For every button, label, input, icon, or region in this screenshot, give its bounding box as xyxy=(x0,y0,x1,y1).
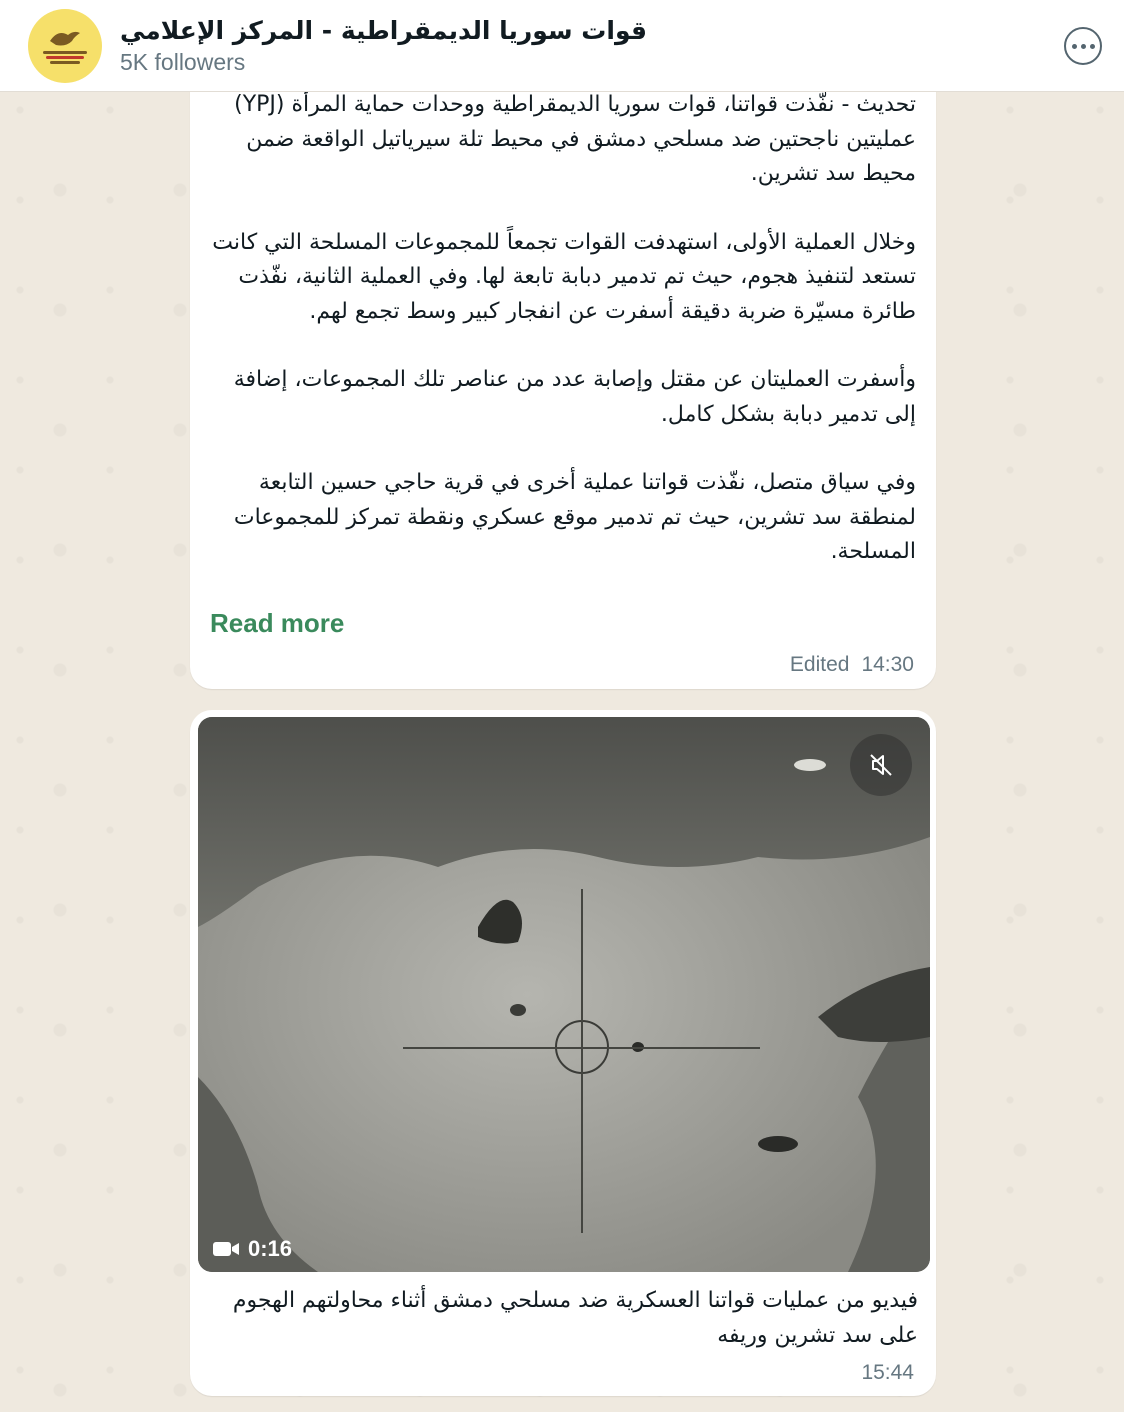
video-duration-label: 0:16 xyxy=(248,1236,293,1261)
message-paragraph: وأسفرت العمليتان عن مقتل وإصابة عدد من عناصر تلك المجموعات، إضافة إلى تدمير دبابة بشكل كامل. xyxy=(233,367,916,427)
message-meta xyxy=(790,653,914,677)
video-camera-icon xyxy=(212,1240,240,1258)
read-more-link[interactable]: Read more xyxy=(210,608,345,638)
follower-count: 5K followers xyxy=(120,49,246,75)
edited-label: Edited xyxy=(789,653,850,676)
message-paragraph: تحديث - نفّذت قواتنا، قوات سوريا الديمقراطية ووحدات حماية المرأة (YPJ) عمليتين ناجحتين ضد مسلحي دمشق في محيط تلة سيرياتيل الواقعة ضمن محيط سد تشرين. xyxy=(234,92,916,186)
sdf-logo-icon xyxy=(48,27,82,49)
message-bubble-text xyxy=(190,0,936,689)
video-caption: فيديو من عمليات قواتنا العسكرية ضد مسلحي دمشق أثناء محاولتهم الهجوم على سد تشرين وريفه xyxy=(232,1288,918,1348)
message-paragraph: وخلال العملية الأولى، استهدفت القوات تجمعاً للمجموعات المسلحة التي كانت تستعد لتنفيذ هجوم، حيث تم تدمير دبابة تابعة لها. وفي العملية الثانية، نفّذت طائرة مسيّرة ضربة دقيقة أسفرت عن انفجار كبير وسط تجمع لهم. xyxy=(212,229,916,324)
message-time: 15:44 xyxy=(861,1361,914,1384)
message-paragraph: وفي سياق متصل، نفّذت قواتنا عملية أخرى في قرية حاجي حسين التابعة لمنطقة سد تشرين، حيث تم تدمير موقع عسكري ونقطة تمركز للمجموعات المسلحة. xyxy=(233,470,916,564)
message-text xyxy=(210,88,916,570)
channel-header xyxy=(0,0,1124,92)
message-meta xyxy=(861,1361,914,1385)
message-time: 14:30 xyxy=(861,653,914,676)
channel-name[interactable]: قوات سوريا الديمقراطية - المركز الإعلامي xyxy=(120,16,648,45)
video-duration xyxy=(212,1236,292,1262)
channel-avatar[interactable] xyxy=(28,9,102,83)
muted-speaker-icon[interactable] xyxy=(850,734,912,796)
video-thumbnail xyxy=(198,717,930,1272)
more-options-icon[interactable] xyxy=(1064,27,1102,65)
avatar-logo-text xyxy=(43,51,87,64)
message-bubble-video xyxy=(190,710,936,1396)
video-player[interactable] xyxy=(198,717,930,1272)
